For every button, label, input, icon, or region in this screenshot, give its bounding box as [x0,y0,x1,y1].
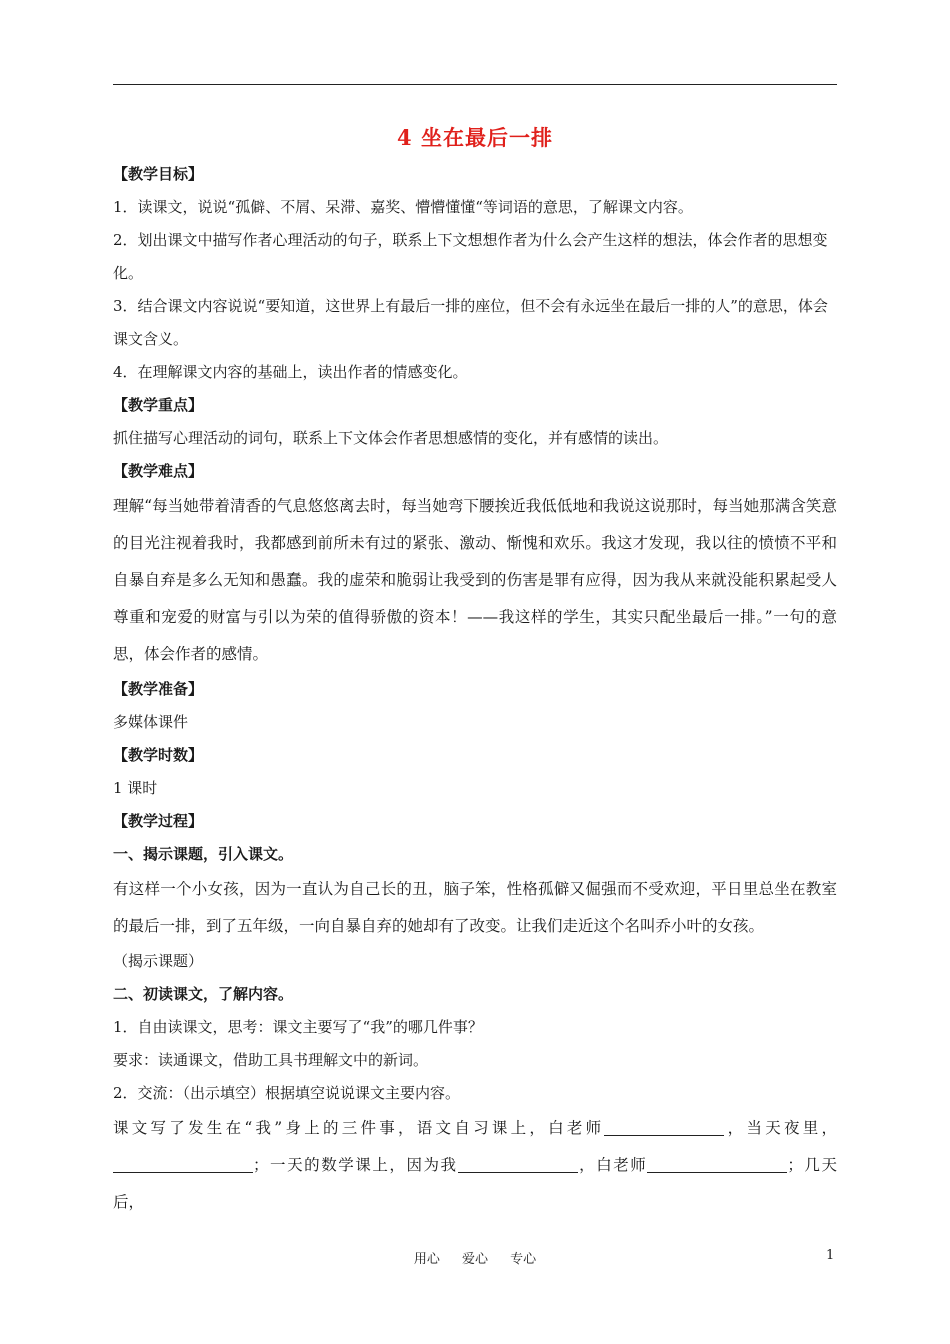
goal-item-1: 1．读课文，说说“孤僻、不屑、呆滞、嘉奖、懵懵懂懂“等词语的意思，了解课文内容。 [113,198,693,216]
page-number: 1 [826,1248,835,1263]
fill-blank-2 [113,1154,253,1173]
goal-item-2: 2．划出课文中描写作者心理活动的句子，联系上下文想想作者为什么会产生这样的想法，体会作者的思想变化。 [113,231,828,282]
focus-heading: 【教学重点】 [113,396,204,414]
difficulty-text: 理解“每当她带着清香的气息悠悠离去时，每当她弯下腰挨近我低低地和我说这说那时，每当她那满含笑意的目光注视着我时，我都感到前所未有过的紧张、激动、惭愧和欢乐。我这才发现，我以往的愤愤不平和自暴自弃是多么无知和愚蠢。我的虚荣和脆弱让我受到的伤害是罪有应得，因为我从来就没能积累起受人尊重和宠爱的财富与引以为荣的值得骄傲的资本！——我这样的学生，其实只配坐最后一排。”一句的意思，体会作者的感情。 [113,497,837,663]
footer-motto-1: 用心 [413,1252,440,1267]
step2-question-2: 2．交流：（出示填空）根据填空说说课文主要内容。 [113,1084,461,1102]
fill-blank-3 [458,1154,578,1173]
goals-heading: 【教学目标】 [113,165,204,183]
step1-text: 有这样一个小女孩，因为一直认为自己长的丑，脑子笨，性格孤僻又倔强而不受欢迎，平日里总坐在教室的最后一排，到了五年级，一向自暴自弃的她却有了改变。让我们走近这个名叫乔小叶的女孩。 [113,880,837,935]
goal-item-3: 3．结合课文内容说说“要知道，这世界上有最后一排的座位，但不会有永远坐在最后一排的人”的意思，体会课文含义。 [113,297,828,348]
fill-text-d: ，白老师 [577,1156,648,1174]
prep-text: 多媒体课件 [113,713,189,731]
footer-motto-3: 专心 [510,1252,537,1267]
fill-blank-1 [604,1117,724,1136]
fill-text-a: 课文写了发生在“我”身上的三件事，语文自习课上，白老师 [113,1119,605,1137]
process-heading: 【教学过程】 [113,812,204,830]
document-body [113,118,837,1221]
step2-heading: 二、初读课文，了解内容。 [113,985,294,1003]
document-title: 4 坐在最后一排 [397,125,553,150]
fill-text-e: ；几天后， [113,1156,837,1211]
step2-question-1: 1．自由读课文，思考：课文主要写了“我”的哪几件事？ [113,1018,483,1036]
footer-motto-2: 爱心 [461,1252,488,1267]
step1-note: （揭示课题） [113,952,204,970]
prep-heading: 【教学准备】 [113,680,204,698]
page-footer [0,1248,950,1267]
difficulty-heading: 【教学难点】 [113,462,204,480]
goal-item-4: 4．在理解课文内容的基础上，读出作者的情感变化。 [113,363,468,381]
fill-text-b: ，当天夜里， [724,1119,837,1137]
fill-text-c: ；一天的数学课上，因为我 [253,1156,458,1174]
fill-blank-4 [647,1154,787,1173]
fill-in-paragraph [113,1110,837,1221]
header-rule [113,84,837,85]
hours-heading: 【教学时数】 [113,746,204,764]
step1-heading: 一、揭示课题，引入课文。 [113,845,294,863]
focus-text: 抓住描写心理活动的词句，联系上下文体会作者思想感情的变化，并有感情的读出。 [113,429,669,447]
step2-requirement: 要求：读通课文，借助工具书理解文中的新词。 [113,1051,429,1069]
hours-text: 1 课时 [113,779,158,797]
